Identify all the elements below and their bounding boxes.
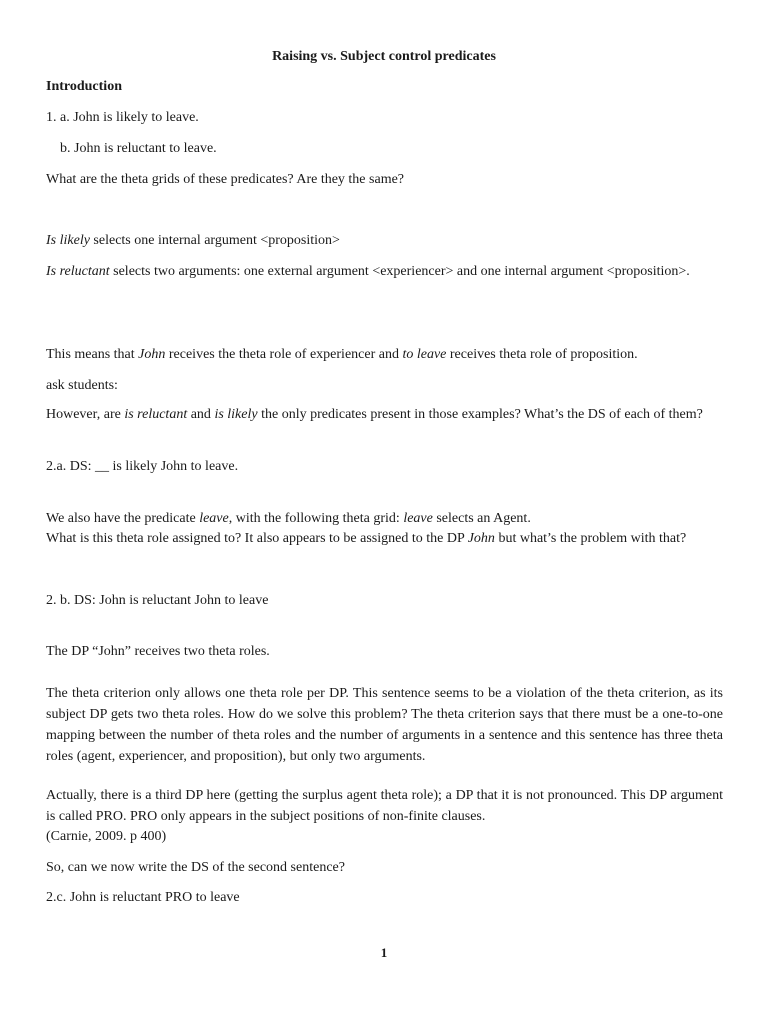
paragraph-text: selects two arguments: one external argument <experiencer> and one internal argument <proposition>. <box>109 264 690 279</box>
citation: (Carnie, 2009. p 400) <box>46 829 167 844</box>
paragraph-text: the only predicates present in those examples? What’s the DS of each of them? <box>257 407 703 422</box>
paragraph-text: selects one internal argument <proposition> <box>89 233 340 248</box>
example-2c: 2.c. John is reluctant PRO to leave <box>46 890 240 905</box>
question-ds-second: So, can we now write the DS of the second sentence? <box>46 860 345 875</box>
paragraph-text: receives the theta role of experiencer and <box>165 347 403 362</box>
term-is-likely: Is likely <box>46 233 90 248</box>
paragraph-theta-criterion: The theta criterion only allows one theta role per DP. This sentence seems to be a violation of the theta criterion, as its subject DP gets two theta roles. How do we solve this problem? The theta criterion says that there must be a one-to-one mapping between the number of theta roles and the number of arguments in a sentence and this sentence has three theta roles (agent, experiencer, and proposition), but only two arguments. <box>46 686 723 764</box>
term-leave: leave <box>403 511 433 526</box>
paragraph-is-reluctant <box>46 261 723 282</box>
paragraph-this-means <box>46 344 723 365</box>
paragraph-text: However, are <box>46 407 125 422</box>
paragraph-text: selects an Agent. <box>432 511 531 526</box>
paragraph-text: , with the following theta grid: <box>228 511 404 526</box>
paragraph-text: We also have the predicate <box>46 511 200 526</box>
question-theta-grids: What are the theta grids of these predicates? Are they the same? <box>46 172 405 187</box>
example-1a: 1. a. John is likely to leave. <box>46 110 199 125</box>
note-ask-students: ask students: <box>46 378 118 393</box>
paragraph-third-dp: Actually, there is a third DP here (getting the surplus agent theta role); a DP that it is not pronounced. This DP argument is called PRO. PRO only appears in the subject positions of non-finite clauses. <box>46 788 723 824</box>
page-number: 1 <box>380 945 388 960</box>
paragraph-text: What is this theta role assigned to? It also appears to be assigned to the DP <box>46 531 468 546</box>
example-2a: 2.a. DS: __ is likely John to leave. <box>46 459 239 474</box>
term-john: John <box>467 531 495 546</box>
paragraph-text: This means that <box>46 347 139 362</box>
example-2b: 2. b. DS: John is reluctant John to leave <box>46 593 269 608</box>
paragraph-text: and <box>187 407 215 422</box>
paragraph-is-likely <box>46 230 723 251</box>
term-leave: leave <box>199 511 229 526</box>
paragraph-text: but what’s the problem with that? <box>494 531 687 546</box>
page-title: Raising vs. Subject control predicates <box>272 49 496 64</box>
term-to-leave: to leave <box>402 347 447 362</box>
paragraph-two-roles: The DP “John” receives two theta roles. <box>46 644 270 659</box>
paragraph-also-predicate <box>46 508 723 529</box>
term-is-reluctant: is reluctant <box>124 407 188 422</box>
term-is-likely: is likely <box>214 407 258 422</box>
example-1b: b. John is reluctant to leave. <box>60 141 217 156</box>
term-is-reluctant: Is reluctant <box>46 264 110 279</box>
paragraph-however <box>46 404 723 425</box>
term-john: John <box>138 347 166 362</box>
paragraph-what-assigned <box>46 528 723 549</box>
paragraph-text: receives theta role of proposition. <box>446 347 638 362</box>
section-heading: Introduction <box>46 79 122 94</box>
